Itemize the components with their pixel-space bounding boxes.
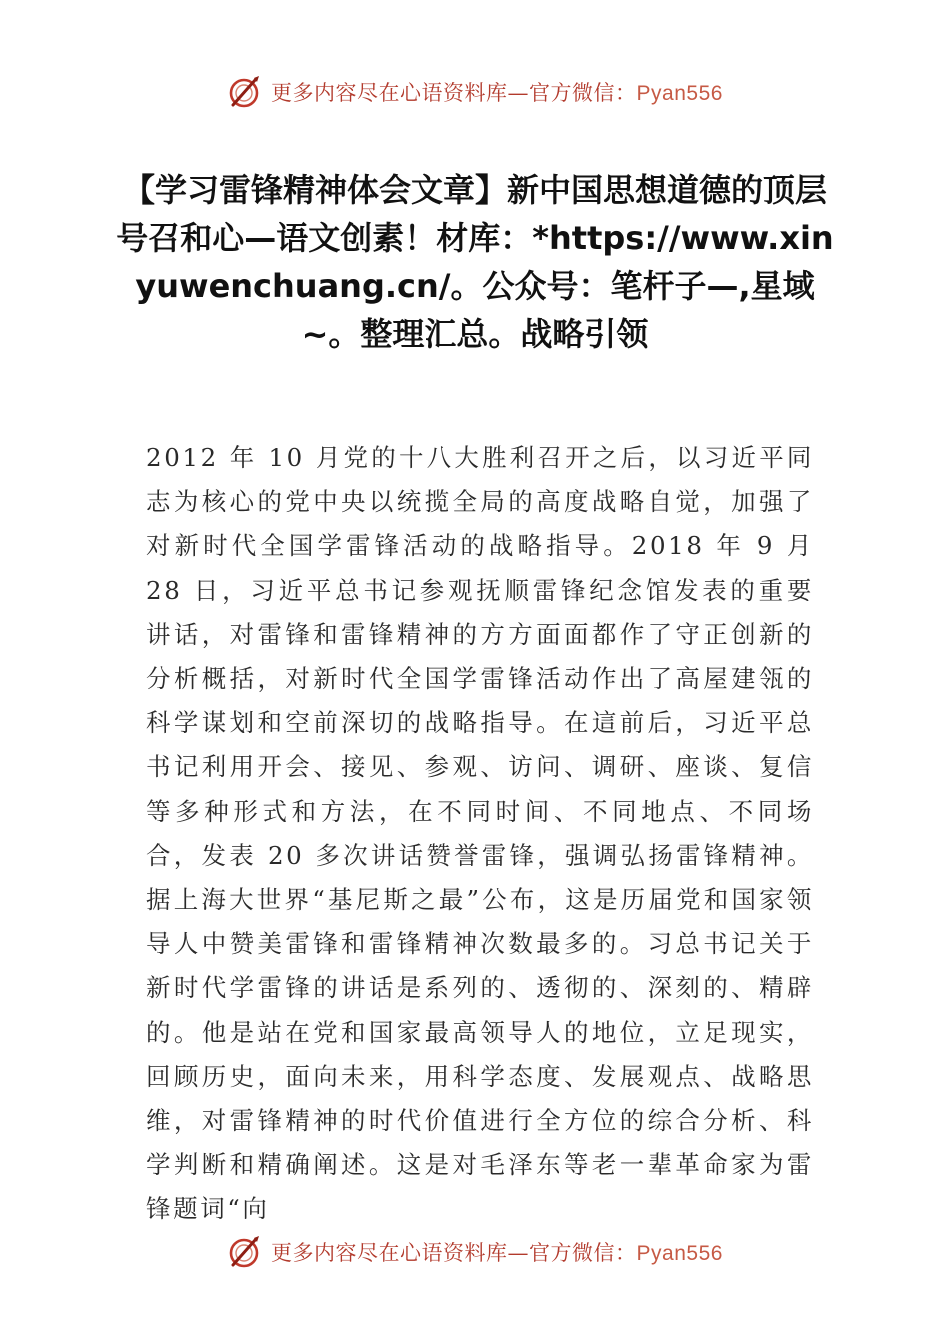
footer-banner-text: 更多内容尽在心语资料库—官方微信：Pyan556 — [271, 1241, 723, 1265]
footer-wechat-id: Pyan556 — [636, 1242, 723, 1265]
header-banner — [0, 70, 950, 114]
header-banner-text: 更多内容尽在心语资料库—官方微信：Pyan556 — [271, 81, 723, 105]
brush-logo-icon — [227, 74, 263, 110]
footer-banner — [0, 1230, 950, 1274]
document-body: 2012 年 10 月党的十八大胜利召开之后，以习近平同志为核心的党中央以统揽全局的高度战略自觉，加强了对新时代全国学雷锋活动的战略指导。2018 年 9 月 28 日，习近平总书记参观抚顺雷锋纪念馆发表的重要讲话，对雷锋和雷锋精神的方方面面都作了守正创新的分析概括，对新时代全国学雷锋活动作出了高屋建瓴的科学谋划和空前深切的战略指导。在這前后，习近平总书记利用开会、接见、参观、访问、调研、座谈、复信等多种形式和方法，在不同时间、不同地点、不同场合，发表 20 多次讲话赞誉雷锋，强调弘扬雷锋精神。据上海大世界“基尼斯之最”公布，这是历届党和国家领导人中赞美雷锋和雷锋精神次数最多的。习总书记关于新时代学雷锋的讲话是系列的、透彻的、深刻的、精辟的。他是站在党和国家最高领导人的地位，立足现实，回顾历史，面向未来，用科学态度、发展观点、战略思维，对雷锋精神的时代价值进行全方位的综合分析、科学判断和精确阐述。这是对毛泽东等老一辈革命家为雷锋题词“向 — [146, 443, 814, 1224]
document-title: 【学习雷锋精神体会文章】新中国思想道德的顶层号召和心—语文创素！材库：*https://www.xinyuwenchuang.cn/。公众号：笔杆子—,星域~。整理汇总。战略引领 — [116, 171, 834, 353]
header-wechat-id: Pyan556 — [636, 82, 723, 105]
brush-logo-icon — [227, 1234, 263, 1270]
